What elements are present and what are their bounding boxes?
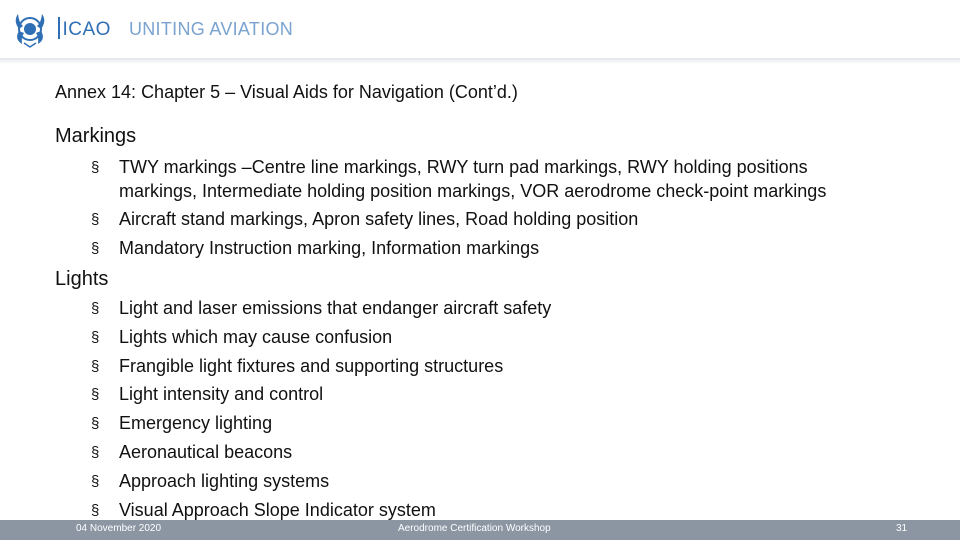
- list-item-text: Visual Approach Slope Indicator system: [119, 500, 436, 520]
- list-item-text: markings, Intermediate holding position markings, VOR aerodrome check-point markings: [119, 181, 827, 201]
- bullet-mark: §: [91, 415, 100, 432]
- footer-bar: [0, 520, 960, 540]
- header-divider: [0, 58, 960, 64]
- footer-date: 04 November 2020: [76, 523, 162, 534]
- section-heading-markings: Markings: [55, 125, 137, 147]
- page-number: 31: [896, 523, 908, 534]
- header-bar: [0, 0, 960, 60]
- list-item-text: Aircraft stand markings, Apron safety lines, Road holding position: [119, 209, 639, 229]
- bullet-mark: §: [91, 473, 100, 490]
- section-heading-lights: Lights: [55, 268, 109, 290]
- slide-title: Annex 14: Chapter 5 – Visual Aids for Navigation (Cont’d.): [55, 82, 518, 102]
- list-item-text: Aeronautical beacons: [119, 442, 293, 462]
- footer-event: Aerodrome Certification Workshop: [398, 523, 551, 534]
- list-item-text: Lights which may cause confusion: [119, 327, 393, 347]
- list-item-text: Approach lighting systems: [119, 471, 330, 491]
- list-item-text: Mandatory Instruction marking, Information markings: [119, 238, 540, 258]
- list-item-text: Light intensity and control: [119, 384, 324, 404]
- list-item-text: TWY markings –Centre line markings, RWY turn pad markings, RWY holding positions: [119, 157, 808, 177]
- brand-wordmark: [58, 17, 293, 41]
- icao-emblem-icon: [10, 9, 50, 49]
- bullet-mark: §: [91, 159, 100, 176]
- bullet-mark: §: [91, 444, 100, 461]
- brand-org: ICAO: [62, 19, 111, 40]
- bullet-mark: §: [91, 211, 100, 228]
- bullet-mark: §: [91, 300, 100, 317]
- bullet-mark: §: [91, 502, 100, 519]
- bullet-mark: §: [91, 240, 100, 257]
- bullet-mark: §: [91, 329, 100, 346]
- list-item-text: Light and laser emissions that endanger aircraft safety: [119, 298, 552, 318]
- list-item-text: Frangible light fixtures and supporting structures: [119, 356, 504, 376]
- brand-tagline: UNITING AVIATION: [128, 19, 294, 39]
- bullet-mark: §: [91, 358, 100, 375]
- bullet-mark: §: [91, 386, 100, 403]
- brand-divider: [58, 17, 60, 39]
- list-item-text: Emergency lighting: [119, 413, 273, 433]
